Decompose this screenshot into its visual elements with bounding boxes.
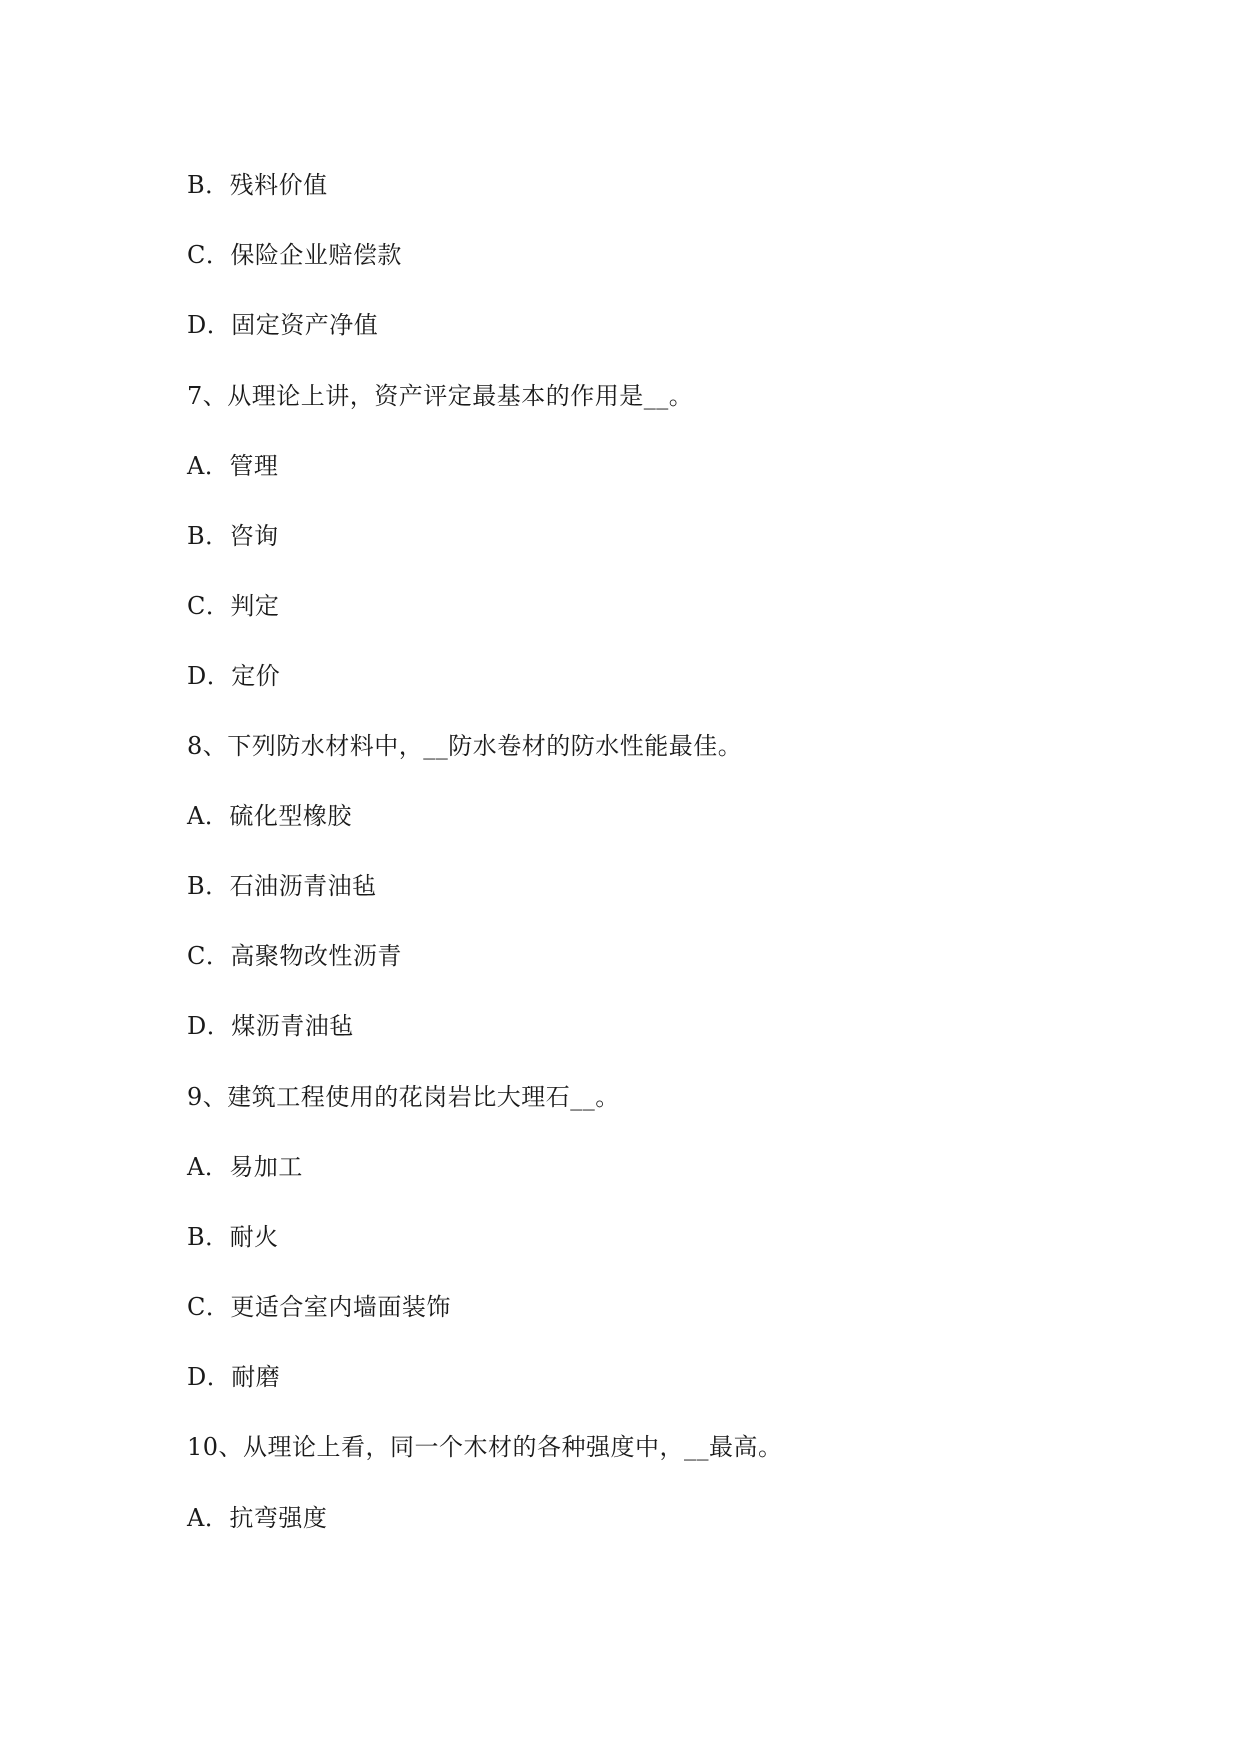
option-line: C．保险企业赔偿款	[187, 241, 402, 269]
option-line: A．易加工	[187, 1153, 303, 1181]
option-line: B．石油沥青油毡	[187, 872, 377, 900]
option-line: B．耐火	[187, 1223, 279, 1251]
question-line: 9、建筑工程使用的花岗岩比大理石__。	[187, 1083, 620, 1111]
option-line: D．煤沥青油毡	[187, 1012, 354, 1040]
option-line: A．管理	[187, 452, 279, 480]
option-line: D．定价	[187, 662, 281, 690]
option-line: A．硫化型橡胶	[187, 802, 352, 830]
option-line: C．判定	[187, 592, 280, 620]
option-line: A．抗弯强度	[187, 1504, 328, 1532]
option-line: C．更适合室内墙面装饰	[187, 1293, 451, 1321]
question-line: 7、从理论上讲，资产评定最基本的作用是__。	[187, 382, 694, 410]
option-line: B．咨询	[187, 522, 279, 550]
question-line: 8、下列防水材料中，__防水卷材的防水性能最佳。	[187, 732, 743, 760]
option-line: C．高聚物改性沥青	[187, 942, 402, 970]
option-line: B．残料价值	[187, 171, 328, 199]
option-line: D．耐磨	[187, 1363, 281, 1391]
question-line: 10、从理论上看，同一个木材的各种强度中，__最高。	[187, 1433, 783, 1461]
option-line: D．固定资产净值	[187, 311, 379, 339]
